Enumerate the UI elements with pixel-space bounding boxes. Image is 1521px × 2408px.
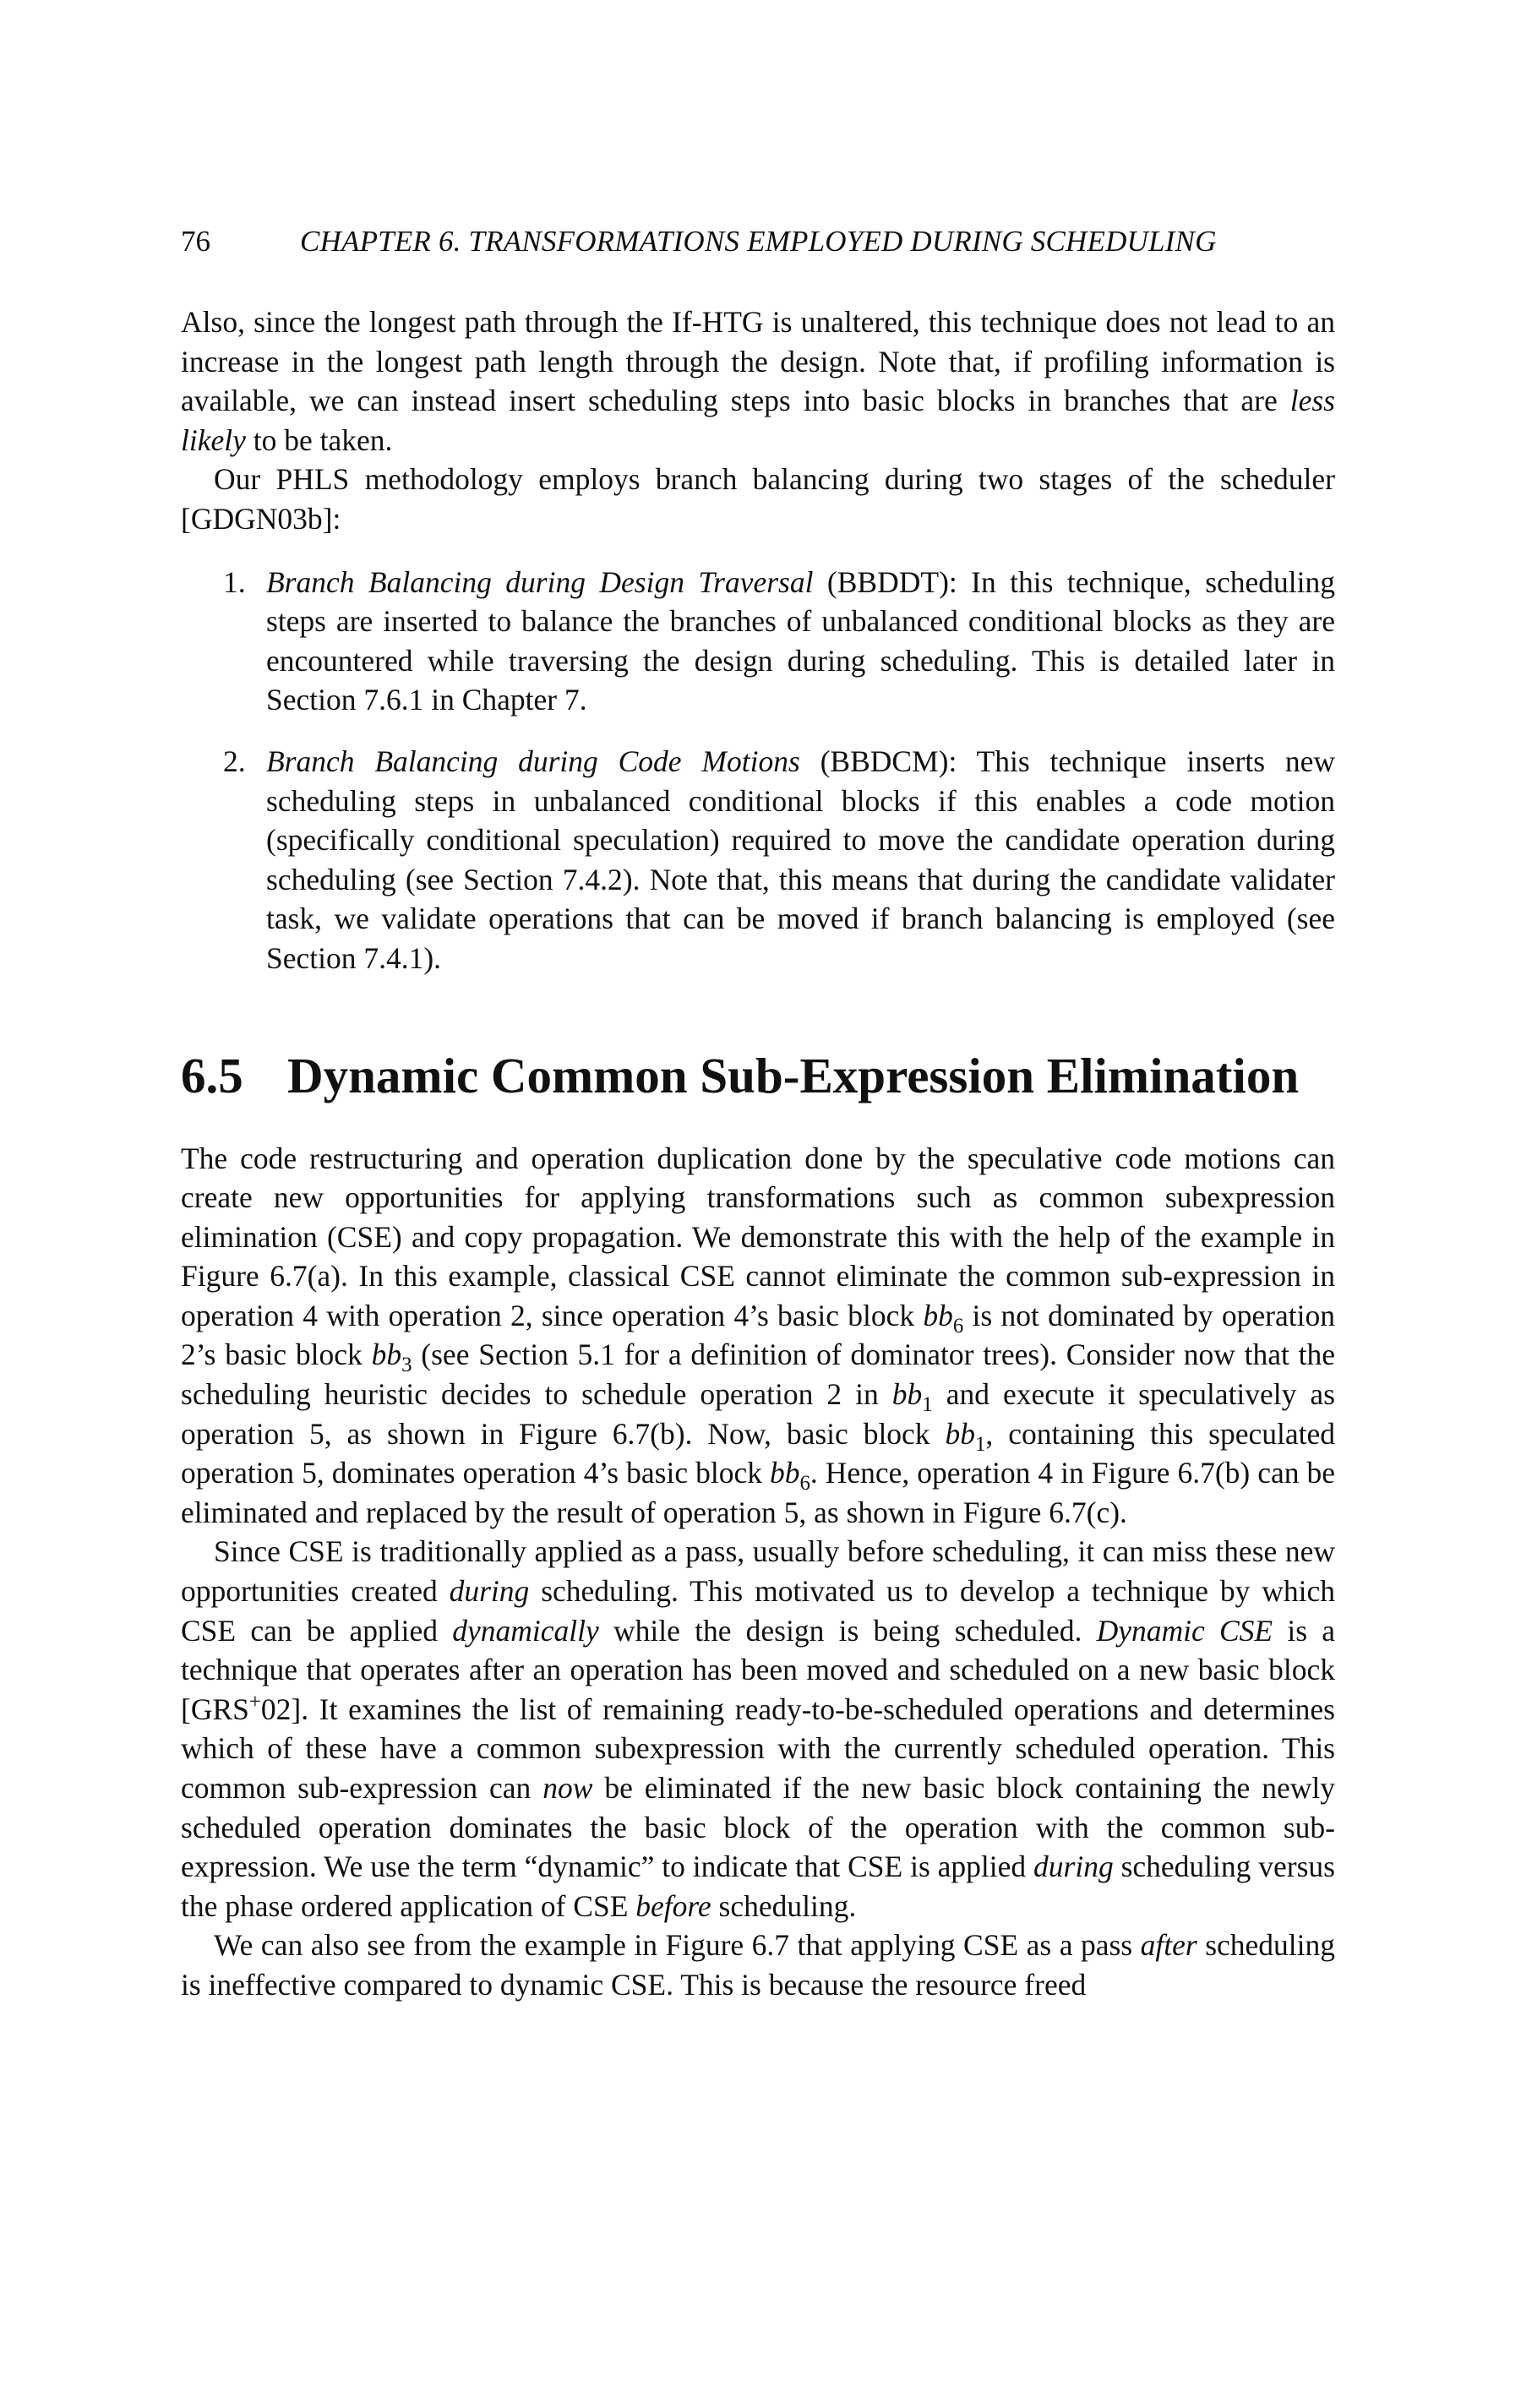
math-subscript: 6 bbox=[799, 1472, 810, 1495]
math-var: bb bbox=[769, 1456, 800, 1490]
emphasis: dynamically bbox=[452, 1613, 599, 1648]
list-item-text: (BBDDT): In this technique, scheduling steps are inserted to balance the branches of unbalanced conditional blocks as they are encountered while traversing the design during scheduling. This is detailed later in Section 7.6.1 in Chapter 7. bbox=[266, 564, 1335, 717]
text-run: is not dominated by operation 2’s basic block bbox=[181, 1298, 1335, 1372]
text-run: scheduling. This motivated us to develop a technique by which CSE can be applied bbox=[181, 1574, 1335, 1648]
text-run: scheduling versus the phase ordered application of CSE bbox=[181, 1850, 1335, 1923]
text-run: The code restructuring and operation duplication done by the speculative code motions can create new opportunities for applying transformations such as common subexpression elimination (CSE) and copy propagation. We demonstrate this with the help of the example in Figure 6.7(a). In this example, classical CSE cannot eliminate the common sub-expression in operation 4 with operation 2, since operation 4’s basic block bbox=[181, 1141, 1335, 1332]
intro-text bbox=[181, 302, 1335, 539]
text-run: scheduling. bbox=[711, 1888, 857, 1923]
list-item bbox=[181, 563, 1335, 720]
list-item bbox=[181, 742, 1335, 978]
math-var: bb bbox=[945, 1416, 975, 1451]
math-subscript: 3 bbox=[401, 1354, 412, 1377]
math-var: bb bbox=[923, 1298, 953, 1332]
text-run: Also, since the longest path through the If-HTG is unaltered, this technique does not lead to an increase in the longest path length through the design. Note that, if profiling information is available, we can instead insert scheduling steps into basic blocks in branches that are bbox=[181, 305, 1335, 418]
emphasis: less likely bbox=[181, 384, 1335, 457]
chapter-title: CHAPTER 6. TRANSFORMATIONS EMPLOYED DURING SCHEDULING bbox=[300, 225, 1217, 258]
section-number: 6.5 bbox=[181, 1047, 243, 1103]
emphasis: after bbox=[1140, 1928, 1197, 1963]
body-paragraph bbox=[181, 1139, 1335, 1533]
text-run: while the design is being scheduled. bbox=[598, 1613, 1097, 1648]
list-item-number: 2. bbox=[223, 744, 246, 778]
text-run: scheduling is ineffective compared to dynamic CSE. This is because the resource freed bbox=[181, 1928, 1335, 2002]
emphasis: Dynamic CSE bbox=[1096, 1613, 1273, 1648]
section-title: Dynamic Common Sub-Expression Elimination bbox=[287, 1047, 1300, 1103]
math-subscript: 6 bbox=[952, 1314, 964, 1337]
math-var: bb bbox=[891, 1377, 923, 1412]
text-run: We can also see from the example in Figure 6.7 that applying CSE as a pass bbox=[214, 1928, 1141, 1963]
text-run: (see Section 5.1 for a definition of dominator trees). Consider now that the scheduling heuristic decides to schedule operation 2 in bbox=[181, 1337, 1335, 1412]
emphasis: during bbox=[449, 1574, 530, 1609]
emphasis: before bbox=[635, 1888, 711, 1923]
text-run: , containing this speculated operation 5, dominates operation 4’s basic block bbox=[181, 1416, 1335, 1490]
page bbox=[181, 223, 1335, 2005]
text-run: is a technique that operates after an operation has been moved and scheduled on a new basic block [GRS bbox=[181, 1613, 1336, 1726]
text-run: Since CSE is traditionally applied as a pass, usually before scheduling, it can miss these new opportunities created bbox=[181, 1534, 1335, 1609]
running-header bbox=[181, 223, 1335, 260]
list-item-text: (BBDCM): This technique inserts new scheduling steps in unbalanced conditional blocks if this enables a code motion (specifically conditional speculation) required to move the candidate operation during scheduling (see Section 7.4.2). Note that, this means that during the candidate validater task, we validate operations that can be moved if branch balancing is employed (see Section 7.4.1). bbox=[266, 744, 1335, 975]
math-subscript: 1 bbox=[922, 1393, 933, 1417]
emphasis: now bbox=[542, 1771, 593, 1805]
methodology-paragraph: Our PHLS methodology employs branch balancing during two stages of the scheduler [GDGN03b]: bbox=[181, 462, 1335, 536]
text-run: 02]. It examines the list of remaining ready-to-be-scheduled operations and determines which of these have a common subexpression with the currently scheduled operation. This common sub-expression can bbox=[181, 1692, 1335, 1805]
body-paragraph bbox=[181, 1532, 1335, 1926]
page-number: 76 bbox=[181, 225, 210, 258]
math-var: bb bbox=[371, 1337, 402, 1372]
text-run: and execute it speculatively as operation 5, as shown in Figure 6.7(b). Now, basic block bbox=[181, 1377, 1335, 1451]
text-run: be eliminated if the new basic block containing the newly scheduled operation dominates the basic block of the operation with the common sub-expression. We use the term “dynamic” to indicate that CSE is applied bbox=[181, 1771, 1335, 1884]
text-run: to be taken. bbox=[245, 422, 393, 457]
list-item-title: Branch Balancing during Code Motions bbox=[266, 744, 800, 778]
intro-paragraph bbox=[181, 302, 1335, 460]
math-subscript: 1 bbox=[974, 1432, 986, 1456]
citation-superscript: + bbox=[248, 1690, 261, 1713]
list-item-number: 1. bbox=[223, 564, 246, 599]
list-item-title: Branch Balancing during Design Traversal bbox=[266, 564, 814, 599]
body-paragraph bbox=[181, 1926, 1335, 2004]
section-heading bbox=[181, 1046, 1335, 1105]
branch-balancing-list bbox=[181, 563, 1335, 978]
emphasis: during bbox=[1033, 1850, 1114, 1884]
text-run: . Hence, operation 4 in Figure 6.7(b) can be eliminated and replaced by the result of operation 5, as shown in Figure 6.7(c). bbox=[181, 1456, 1336, 1529]
